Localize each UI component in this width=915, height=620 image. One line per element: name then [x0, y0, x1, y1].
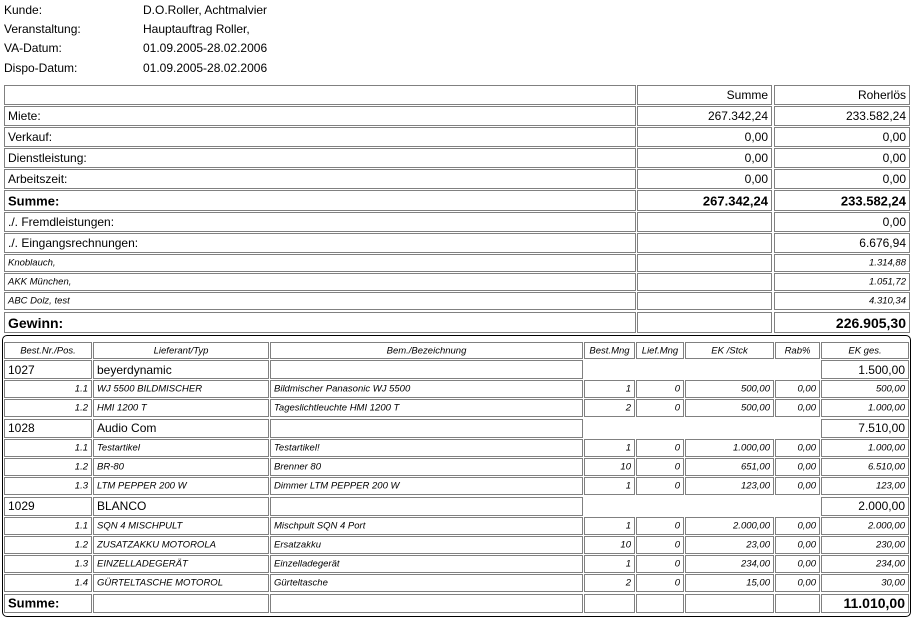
summary-row-roherloes [774, 233, 910, 253]
summary-row-label-text: Summe: [8, 193, 60, 208]
summary-row-summe [637, 212, 772, 232]
item-bez-text: Tageslichtleuchte HMI 1200 T [274, 402, 400, 414]
item-pos-text: 1.2 [74, 461, 88, 473]
item-ek-text: 23,00 [746, 539, 770, 551]
summary-row-roherloes [774, 312, 910, 333]
summary-header-summe [637, 85, 772, 105]
summary-row-roherloes-text: 1.051,72 [869, 276, 906, 288]
dispo-datum-label: Dispo-Datum: [4, 60, 78, 75]
item-best-text: 1 [625, 442, 631, 454]
item-typ-text: EINZELLADEGERÄT [97, 558, 188, 570]
summary-row-roherloes-text: 233.582,24 [840, 193, 906, 208]
item-pos-text: 1.3 [74, 480, 88, 492]
item-typ-text: BR-80 [97, 461, 124, 473]
item-ges-text: 2.000,00 [868, 520, 905, 531]
orders-summe-label-text: Summe: [8, 595, 60, 611]
item-ek-text: 234,00 [740, 558, 770, 570]
item-ges-text: 234,00 [875, 558, 905, 570]
summary-row-roherloes [774, 190, 910, 211]
summary-row-summe [637, 148, 772, 168]
group-supplier-text: BLANCO [97, 499, 147, 513]
item-lief-text: 0 [674, 461, 680, 473]
column-header-rab-text: Rab% [784, 345, 811, 356]
item-bez-text: Mischpult SQN 4 Port [274, 520, 366, 531]
item-ges-text: 1.000,00 [868, 402, 905, 414]
summary-row-summe [637, 106, 772, 126]
group-number-text: 1027 [8, 362, 35, 377]
header-info [4, 0, 267, 77]
item-bez-text: Testartikel! [274, 442, 320, 454]
item-bez-text: Ersatzakku [274, 539, 321, 551]
item-rab-text: 0,00 [797, 539, 816, 551]
summary-row-roherloes-text: 0,00 [882, 215, 906, 229]
summary-row-roherloes-text: 233.582,24 [845, 109, 906, 123]
item-ges-text: 123,00 [875, 480, 905, 492]
item-lief-text: 0 [674, 383, 680, 395]
column-header-bestmng-text: Best.Mng [589, 345, 630, 356]
summary-row-summe [637, 292, 772, 310]
item-ek-text: 500,00 [740, 383, 770, 395]
va-datum-label: VA-Datum: [4, 41, 62, 56]
item-best-text: 1 [625, 558, 631, 570]
item-bez-text: Brenner 80 [274, 461, 322, 473]
item-ek-text: 123,00 [740, 480, 770, 492]
dispo-datum-row [4, 58, 267, 77]
item-lief-text: 0 [674, 577, 680, 589]
item-ek-text: 1.000,00 [733, 442, 770, 454]
group-number-text: 1028 [8, 421, 35, 436]
summary-row-roherloes-text: 0,00 [882, 130, 906, 144]
item-ges-text: 500,00 [875, 383, 905, 395]
item-pos-text: 1.1 [74, 383, 88, 395]
summary-row-label-text: Knoblauch, [8, 257, 56, 269]
item-rab-text: 0,00 [797, 461, 816, 473]
summary-row-summe-text: 0,00 [744, 172, 768, 186]
item-lief-text: 0 [674, 539, 680, 551]
column-header-bem-text: Bem./Bezeichnung [386, 345, 467, 356]
summary-row-label-text: ./. Fremdleistungen: [8, 215, 115, 229]
summary-row-roherloes-text: 0,00 [882, 172, 906, 186]
summary-row-roherloes [774, 273, 910, 291]
item-typ-text: ZUSATZAKKU MOTOROLA [97, 539, 216, 551]
item-best-text: 2 [625, 402, 631, 414]
summary-row-summe-text: 0,00 [744, 151, 768, 165]
summary-row-label [4, 148, 636, 168]
summary-row-roherloes [774, 169, 910, 189]
group-total-text: 7.510,00 [858, 421, 905, 436]
item-pos-text: 1.4 [74, 577, 88, 589]
item-typ-text: GÜRTELTASCHE MOTOROL [97, 577, 223, 589]
kunde-row [4, 0, 267, 19]
item-ek-text: 651,00 [740, 461, 770, 473]
summary-row-label-text: Arbeitszeit: [8, 172, 68, 186]
group-total-text: 2.000,00 [858, 499, 905, 513]
item-ges-text: 1.000,00 [868, 442, 905, 454]
item-rab-text: 0,00 [797, 520, 816, 531]
summary-row-label [4, 106, 636, 126]
item-best-text: 2 [625, 577, 631, 589]
summary-row-summe [637, 169, 772, 189]
item-pos-text: 1.2 [74, 402, 88, 414]
item-rab-text: 0,00 [797, 480, 816, 492]
summary-row-label [4, 212, 636, 232]
item-ek-text: 500,00 [740, 402, 770, 414]
summary-row-roherloes-text: 226.905,30 [835, 314, 906, 331]
item-typ-text: LTM PEPPER 200 W [97, 480, 187, 492]
item-best-text: 10 [620, 461, 631, 473]
summary-row-label-text: Dienstleistung: [8, 151, 87, 165]
item-rab-text: 0,00 [797, 577, 816, 589]
orders-frame [2, 335, 911, 617]
summary-row-roherloes-text: 0,00 [882, 151, 906, 165]
summary-row-label [4, 312, 636, 333]
summary-row-summe-text: 267.342,24 [707, 109, 768, 123]
item-ek-text: 15,00 [746, 577, 770, 589]
item-best-text: 1 [625, 520, 631, 531]
veranstaltung-label: Veranstaltung: [4, 21, 81, 36]
summary-row-summe [637, 254, 772, 272]
summary-row-summe [637, 312, 772, 333]
summary-row-label [4, 127, 636, 147]
summary-row-label-text: AKK München, [8, 276, 72, 288]
item-rab-text: 0,00 [797, 383, 816, 395]
summary-row-roherloes [774, 127, 910, 147]
summary-header-roherloes [774, 85, 910, 105]
summary-row-summe [637, 127, 772, 147]
summary-row-summe [637, 233, 772, 253]
item-rab-text: 0,00 [797, 558, 816, 570]
summary-row-label [4, 233, 636, 253]
item-ges-text: 30,00 [881, 577, 905, 589]
column-header-liefmng-text: Lief.Mng [641, 345, 679, 356]
summary-row-roherloes [774, 254, 910, 272]
summary-row-label [4, 190, 636, 211]
va-datum-row [4, 39, 267, 58]
item-typ-text: SQN 4 MISCHPULT [97, 520, 183, 531]
item-lief-text: 0 [674, 402, 680, 414]
item-pos-text: 1.3 [74, 558, 88, 570]
item-bez-text: Bildmischer Panasonic WJ 5500 [274, 383, 411, 395]
item-rab-text: 0,00 [797, 442, 816, 454]
item-pos-text: 1.2 [74, 539, 88, 551]
summary-header-summe-text: Summe [726, 88, 768, 102]
kunde-value: D.O.Roller, Achtmalvier [143, 2, 268, 17]
group-supplier-text: Audio Com [97, 421, 157, 436]
summary-row-label-text: Miete: [8, 109, 41, 123]
summary-row-label [4, 169, 636, 189]
column-header-ekges-text: EK ges. [848, 345, 882, 356]
item-ek-text: 2.000,00 [733, 520, 770, 531]
item-best-text: 1 [625, 383, 631, 395]
summary-row-label-text: ABC Dolz, test [8, 295, 70, 307]
item-pos-text: 1.1 [74, 520, 88, 531]
va-datum-value: 01.09.2005-28.02.2006 [143, 41, 268, 56]
summary-row-roherloes [774, 292, 910, 310]
summary-row-label-text: Gewinn: [8, 314, 64, 331]
item-lief-text: 0 [674, 480, 680, 492]
item-best-text: 10 [620, 539, 631, 551]
summary-row-roherloes-text: 1.314,88 [869, 257, 906, 269]
item-rab-text: 0,00 [797, 402, 816, 414]
column-header-pos-text: Best.Nr./Pos. [20, 345, 76, 356]
veranstaltung-value: Hauptauftrag Roller, [143, 21, 250, 36]
summary-row-summe [637, 190, 772, 211]
group-supplier-text: beyerdynamic [97, 362, 172, 377]
item-bez-text: Einzelladegerät [274, 558, 340, 570]
column-header-ek-text: EK /Stck [711, 345, 748, 356]
item-typ-text: WJ 5500 BILDMISCHER [97, 383, 203, 395]
group-total-text: 1.500,00 [858, 362, 905, 377]
summary-row-roherloes [774, 106, 910, 126]
summary-row-roherloes-text: 4.310,34 [869, 295, 906, 307]
item-bez-text: Dimmer LTM PEPPER 200 W [274, 480, 400, 492]
item-lief-text: 0 [674, 520, 680, 531]
summary-row-label [4, 292, 636, 310]
veranstaltung-row [4, 19, 267, 38]
dispo-datum-value: 01.09.2005-28.02.2006 [143, 60, 268, 75]
summary-row-label [4, 254, 636, 272]
item-ges-text: 230,00 [875, 539, 905, 551]
summary-row-roherloes [774, 212, 910, 232]
item-bez-text: Gürteltasche [274, 577, 328, 589]
kunde-label: Kunde: [4, 2, 43, 17]
summary-header-roherloes-text: Roherlös [857, 88, 906, 102]
group-number-text: 1029 [8, 499, 35, 513]
summary-row-roherloes [774, 148, 910, 168]
column-header-lieferant-text: Lieferant/Typ [153, 345, 209, 356]
summary-row-label-text: ./. Eingangsrechnungen: [8, 236, 139, 250]
item-typ-text: HMI 1200 T [97, 402, 147, 414]
item-lief-text: 0 [674, 442, 680, 454]
summary-row-summe [637, 273, 772, 291]
item-pos-text: 1.1 [74, 442, 88, 454]
summary-row-summe-text: 267.342,24 [702, 193, 768, 208]
item-best-text: 1 [625, 480, 631, 492]
summary-row-roherloes-text: 6.676,94 [859, 236, 906, 250]
item-typ-text: Testartikel [97, 442, 140, 454]
summary-header-blank [4, 85, 636, 105]
summary-row-summe-text: 0,00 [744, 130, 768, 144]
summary-row-label-text: Verkauf: [8, 130, 53, 144]
item-ges-text: 6.510,00 [868, 461, 905, 473]
summary-row-label [4, 273, 636, 291]
item-lief-text: 0 [674, 558, 680, 570]
orders-summe-total-text: 11.010,00 [843, 595, 905, 612]
